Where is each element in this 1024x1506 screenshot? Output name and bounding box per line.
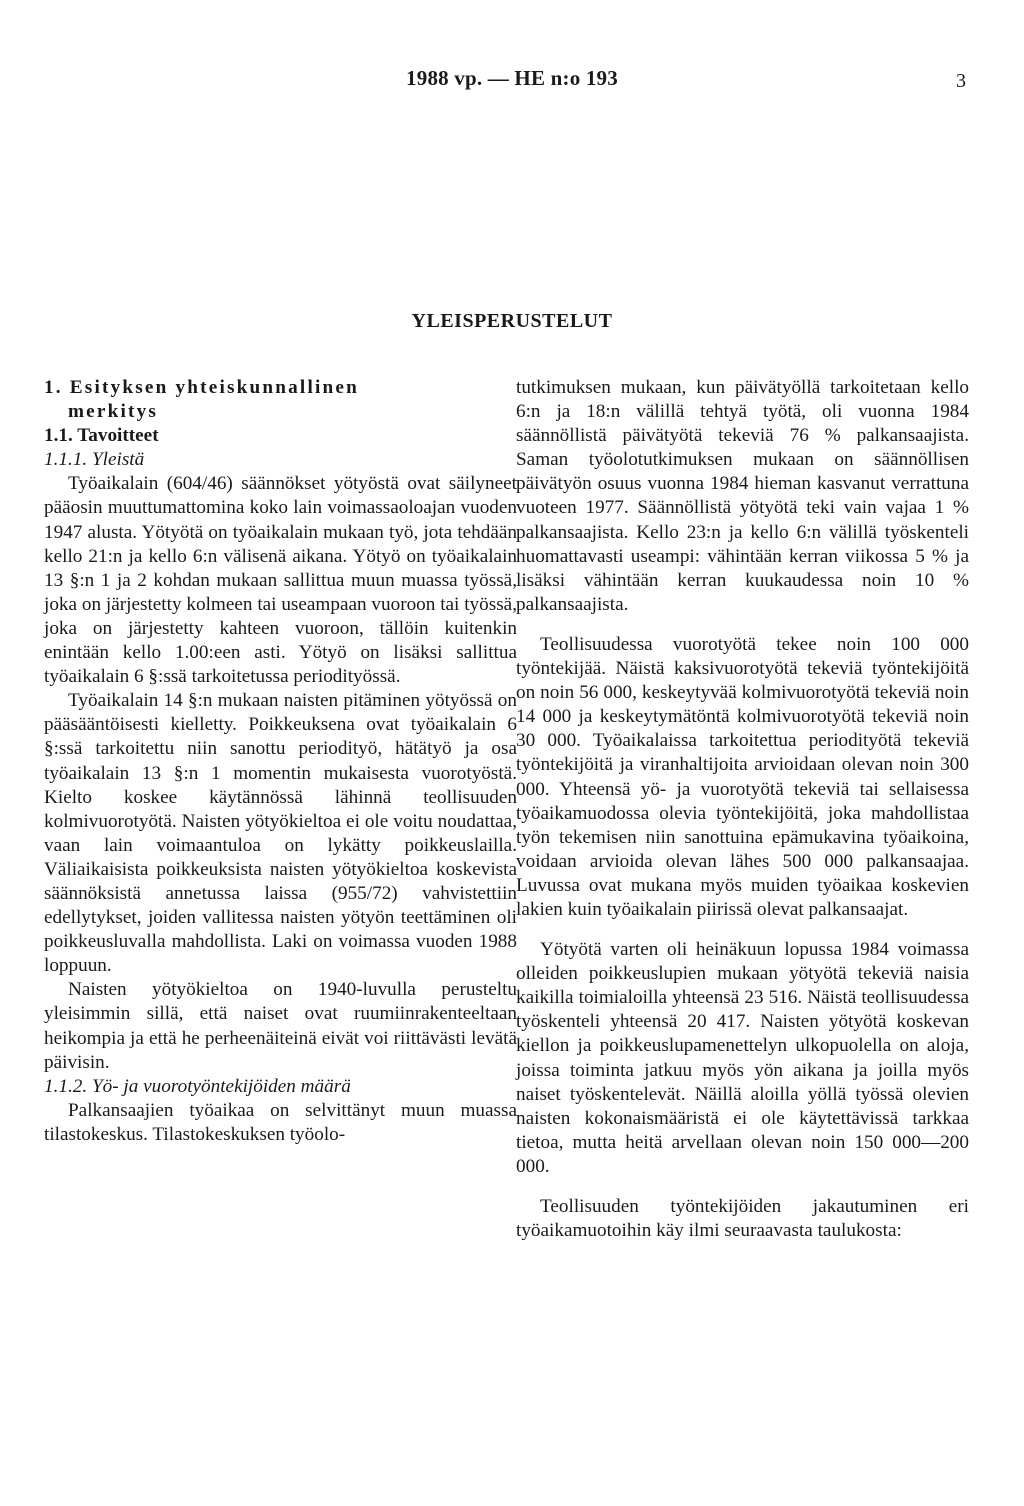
paragraph: tutkimuksen mukaan, kun päivätyöllä tarkoitetaan kello 6:n ja 18:n välillä tehtyä työtä, oli vuonna 1984 säännöllistä päivätyötä tekeviä 76 % palkansaajista. Saman työolotutkimuksen mukaan on säännöllisen päivätyön osuus vuonna 1984 hieman kasvanut verrattuna vuoteen 1977. Säännöllistä yötyötä teki vain vajaa 1 % palkansaajista. Kello 23:n ja kello 6:n välillä työskenteli huomattavasti useampi: vähintään kerran viikossa 5 % ja lisäksi vähintään kerran kuukaudessa noin 10 % palkansaajista. [516,377,969,615]
paragraph: Teollisuudessa vuorotyötä tekee noin 100 000 työntekijää. Näistä kaksivuorotyötä tekeviä työntekijöitä on noin 56 000, keskeytyvää kolmivuorotyötä tekeviä noin 14 000 ja keskeytymätöntä kolmivuorotyötä tekeviä noin 30 000. Työaikalaissa tarkoitettua periodityötä tekeviä työntekijöitä ja viranhaltijoita arvioidaan olevan noin 300 000. Yhteensä yö- ja vuorotyötä tekeviä tai sellaisessa työaikamuodossa olevia työntekijöitä, joka mahdollistaa työn tekemisen niin sanottuina epämukavina työaikoina, voidaan arvioida olevan lähes 500 000 palkansaajaa. Luvussa ovat mukana myös muiden työaikaa koskevien lakien kuin työaikalain piirissä olevat palkansaajat. [516,633,969,920]
heading-3: 1.1.1. Yleistä [44,449,145,471]
heading-1-line-2: merkitys [68,401,159,423]
paragraph: Yötyötä varten oli heinäkuun lopussa 1984 voimassa olleiden poikkeuslupien mukaan yötyötä tekeviä naisia kaikilla toimialoilla yhteensä 23 516. Näistä teollisuudessa työskenteli yhteensä 20 417. Naisten yötyötä koskevan kiellon ja poikkeuslupamenettelyn ulkopuolella on aloja, joissa toiminta jatkuu myös yön aikana ja joilla myös naiset työskentelevät. Näillä aloilla yöllä työssä olevien naisten kokonaismääristä ei ole käytettävissä tarkkaa tietoa, mutta heitä arvellaan olevan noin 150 000—200 000. [516,939,969,1177]
heading-4: 1.1.2. Yö- ja vuorotyöntekijöiden määrä [44,1075,351,1097]
heading-1-line-1: 1. Esityksen yhteiskunnallinen [44,377,359,398]
section-title: YLEISPERUSTELUT [411,310,613,332]
right-column [516,376,969,1243]
page-number: 3 [956,70,966,92]
running-head: 1988 vp. — HE n:o 193 [406,66,618,90]
left-column [44,376,517,1147]
paragraph: Naisten yötyökieltoa on 1940-luvulla perusteltu yleisimmin sillä, että naiset ovat ruumiinrakenteeltaan heikompia ja että he perheenäiteinä eivät voi riittävästi levätä päivisin. [44,979,517,1073]
paragraph: Työaikalain 14 §:n mukaan naisten pitäminen yötyössä on pääsääntöisesti kielletty. Poikkeuksena ovat työaikalain 6 §:ssä tarkoitettu niin sanottu periodityö, hätätyö ja osa työaikalain 13 §:n 1 momentin mukaisesta vuorotyöstä. Kielto koskee käytännössä lähinnä teollisuuden kolmivuorotyötä. Naisten yötyökieltoa ei ole voitu noudattaa, vaan lain voimaantuloa on lykätty poikkeuslailla. Väliaikaisista poikkeuksista naisten yötyökieltoa koskevista säännöksistä annetussa laissa (955/72) vahvistettiin edellytykset, joiden vallitessa naisten yötyön teettäminen oli poikkeusluvalla mahdollista. Laki on voimassa vuoden 1988 loppuun. [44,690,517,977]
page-header [0,66,1024,96]
heading-1 [44,376,517,424]
heading-2: 1.1. Tavoitteet [44,425,159,447]
paragraph: Työaikalain (604/46) säännökset yötyöstä ovat säilyneet pääosin muuttumattomina koko lain voimassaoloajan vuoden 1947 alusta. Yötyötä on työaikalain mukaan työ, jota tehdään kello 21:n ja kello 6:n välisenä aikana. Yötyö on työaikalain 13 §:n 1 ja 2 kohdan mukaan sallittua muun muassa työssä, joka on järjestetty kolmeen tai useampaan vuoroon tai työssä, joka on järjestetty kahteen vuoroon, tällöin kuitenkin enintään kello 1.00:een asti. Yötyö on lisäksi sallittua työaikalain 6 §:ssä tarkoitetussa periodityössä. [44,473,517,688]
paragraph: Teollisuuden työntekijöiden jakautuminen eri työaikamuotoihin käy ilmi seuraavasta taulukosta: [516,1196,969,1242]
paragraph: Palkansaajien työaikaa on selvittänyt muun muassa tilastokeskus. Tilastokeskuksen työolo- [44,1099,517,1145]
